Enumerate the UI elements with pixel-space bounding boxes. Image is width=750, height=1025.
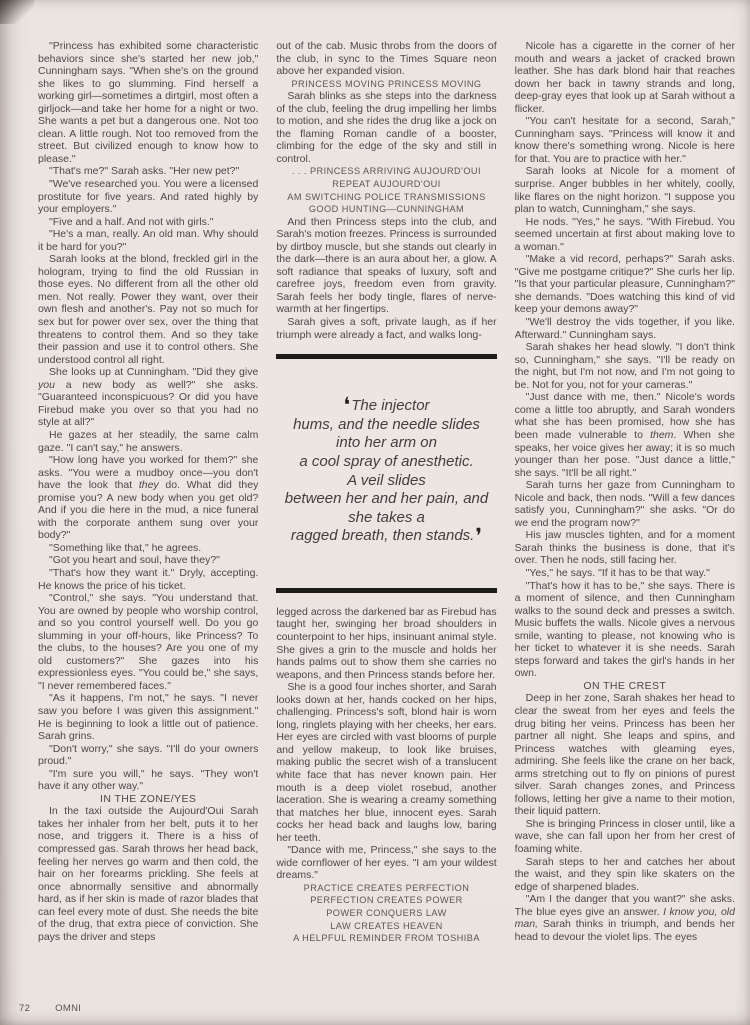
article-body bbox=[38, 40, 735, 997]
transmission-caps-line: PRACTICE CREATES PERFECTION bbox=[303, 882, 470, 893]
paragraph: She looks up at Cunningham. "Did they give you a new body as well?" she asks. "Guaranteed inconspicuous? Or did you have Firebud make you over so that you had no style at all?" bbox=[38, 366, 259, 429]
transmission-caps-line: A HELPFUL REMINDER FROM TOSHIBA bbox=[293, 933, 480, 944]
paragraph: "Yes," he says. "If it has to be that way." bbox=[525, 566, 710, 579]
paragraph: "Got you heart and soul, have they?" bbox=[49, 554, 220, 567]
pull-quote-line: ragged breath, then stands.❜ bbox=[290, 525, 483, 549]
paragraph: Sarah looks at Nicole for a moment of surprise. Anger bubbles in her whitely, coolly, like flares on the night horizon. "I suppose you plan to watch, Cunningham," she says. bbox=[514, 165, 735, 216]
transmission-caps-line: LAW CREATES HEAVEN bbox=[330, 920, 443, 931]
paragraph: Nicole has a cigarette in the corner of her mouth and wears a jacket of cracked brown leather. She has dark blond hair that reaches down her back in tawny strands and long, deep-gray eyes that look up at Sarah without a flicker. bbox=[514, 40, 735, 115]
scan-corner-artifact bbox=[0, 0, 34, 24]
page-footer bbox=[19, 1003, 81, 1014]
paragraph: out of the cab. Music throbs from the doors of the club, in sync to the Times Square neon above her expanded vision. bbox=[276, 40, 497, 78]
transmission-caps-line: GOOD HUNTING—CUNNINGHAM bbox=[308, 204, 465, 215]
transmission-caps-line: POWER CONQUERS LAW bbox=[326, 908, 447, 918]
pull-quote-line: ❛The injector bbox=[343, 394, 430, 418]
pull-quote-line: a cool spray of anesthetic. bbox=[299, 452, 474, 470]
paragraph: He nods. "Yes," he says. "With Firebud. You seemed uncertain at first about making love to a woman." bbox=[514, 215, 735, 253]
transmission-caps-line: PRINCESS MOVING PRINCESS MOVING bbox=[291, 78, 482, 89]
paragraph: He gazes at her steadily, the same calm gaze. "I can't say," he answers. bbox=[38, 428, 259, 454]
paragraph: "Make a vid record, perhaps?" Sarah asks. "Give me postgame critique?" She curls her lip. "Is that your particular pleasure, Cunningham?" she demands. "Does watching this kind of vid keep your demons away?" bbox=[514, 253, 735, 316]
paragraph: legged across the darkened bar as Firebud has taught her, swinging her broad shoulders in counterpoint to her hips, insinuant animal style. She gives a grin to the muscle and holds her hands palms out to show them she carries no weapons, and then Princess stands before her. bbox=[276, 605, 497, 681]
paragraph: "Dance with me, Princess," she says to the wide cornflower of her eyes. "I am your wildest dreams." bbox=[276, 844, 497, 882]
paragraph: She is bringing Princess in closer until, like a wave, she can fall upon her from her crest of foaming white. bbox=[514, 817, 735, 855]
section-heading: IN THE ZONE/YES bbox=[100, 792, 197, 805]
transmission-caps-line: AM SWITCHING POLICE TRANSMISSIONS bbox=[287, 191, 486, 202]
paragraph: Sarah looks at the blond, freckled girl in the hologram, trying to find the old Russian in those eyes. No different from all the other old men. Not really. Power they want, over their own flesh and another's. Pay not so much for sex but for power over sex, over the thing that threatens to control them. And so they take their passion and use it to control others. She understood control all right. bbox=[38, 253, 259, 366]
transmission-caps-line: PERFECTION CREATES POWER bbox=[310, 895, 463, 906]
paragraph: Sarah steps to her and catches her about the waist, and they spin like skaters on the edge of sharpened blades. bbox=[514, 855, 735, 893]
text-column-2 bbox=[276, 40, 496, 997]
transmission-caps-line: REPEAT AUJOURD'OUI bbox=[332, 179, 441, 190]
paragraph: "We've researched you. You were a licensed prostitute for five years. And rated highly by your employers." bbox=[38, 178, 259, 216]
paragraph: She is a good four inches shorter, and Sarah looks down at her, hands cocked on her hips, challenging. Princess's soft, blond hair is worn long, ringlets playing with her cheeks, her ears. Her eyes are circled with vast blooms of purple and yellow makeup, to look like bruises, making public the secret wish of a translucent white face that has never known pain. Her mouth is a deep violet rosebud, another laceration. She is wearing a creamy something that matches her blue, innocent eyes. Sarah cocks her head back and laughs low, baring her teeth. bbox=[276, 681, 497, 844]
paragraph: "Just dance with me, then." Nicole's words come a little too abruptly, and Sarah wonders what she has been promised, how she has been made vulnerable to them. When she speaks, her voice gives her away; it is so much younger than her pose. "Just dance a little," she says. "It'll be all right." bbox=[514, 391, 735, 479]
section-heading: ON THE CREST bbox=[583, 679, 667, 692]
paragraph: "That's how they want it." Dryly, accepting. He knows the price of his ticket. bbox=[38, 566, 259, 592]
paragraph: And then Princess steps into the club, and Sarah's motion freezes. Princess is surrounded by dirtboy muscle, but she stands out clearly in the dark—there is an aura about her, a glow. A soft radiance that speaks of luxury, soft and carefree joys, freedom even from gravity. Sarah feels her body tingle, flares of nerve-warmth at her fingertips. bbox=[276, 215, 497, 316]
text-column-3 bbox=[515, 40, 735, 997]
paragraph: Sarah turns her gaze from Cunningham to Nicole and back, then nods. "Will a few dances satisfy you, Cunningham?" she asks. "Or do we end the program now?" bbox=[514, 479, 735, 529]
paragraph: "Princess has exhibited some characteristic behaviors since she's started her new job," Cunningham says. "When she's on the ground she likes to go slumming. Find herself a working girl—sometimes a dirtgirl, most often a girljock—and take her home for a night or two. She wants a pet but a dangerous one. Not too clean. A little rough. Not too removed from the street. But civilized enough to know how to please." bbox=[38, 40, 259, 165]
paragraph: "Something like that," he agrees. bbox=[49, 541, 202, 554]
paragraph: "Am I the danger that you want?" she asks. The blue eyes give an answer. I know you, old man, Sarah thinks in triumph, and bends her head to devour the violet lips. The eyes bbox=[514, 893, 735, 943]
pull-quote-line: A veil slides bbox=[347, 471, 426, 489]
open-quote-icon: ❛ bbox=[343, 394, 351, 418]
pull-quote bbox=[276, 354, 496, 593]
close-quote-icon: ❜ bbox=[475, 525, 483, 549]
paragraph: "He's a man, really. An old man. Why should it be hard for you?" bbox=[38, 228, 259, 253]
paragraph: "Don't worry," she says. "I'll do your owners proud." bbox=[38, 742, 259, 768]
paragraph: His jaw muscles tighten, and for a moment Sarah thinks the business is done, that it's over. Then he nods, still facing her. bbox=[514, 529, 735, 567]
paragraph: "How long have you worked for them?" she asks. "You were a mudboy once—you don't have the look that they do. What did they promise you? A new body when you get old? And if you die here in the mud, a nice funeral with the corporate anthem sung over your body?" bbox=[38, 454, 259, 542]
pull-quote-line: into her arm on bbox=[336, 434, 437, 452]
pull-quote-line: between her and her pain, and bbox=[284, 490, 489, 508]
text-column-1 bbox=[38, 40, 258, 997]
paragraph: Deep in her zone, Sarah shakes her head to clear the sweat from her eyes and feels the drug biting her veins. Princess has been her partner all night. She leaps and spins, and Princess watches with gleaming eyes, admiring. She feels like the crane on her back, arms stretching out to fly on pinions of purest silver. Sarah changes zones, and Princess follows, letting her give a name to their motion, their liquid pattern. bbox=[514, 692, 735, 818]
magazine-name: OMNI bbox=[55, 1003, 82, 1014]
paragraph: "You can't hesitate for a second, Sarah," Cunningham says. "Princess will know it and know there's something wrong. Nicole is here for that. You are to practice with her." bbox=[514, 115, 735, 165]
paragraph: "Five and a half. And not with girls." bbox=[49, 215, 214, 228]
paragraph: "That's me?" Sarah asks. "Her new pet?" bbox=[49, 165, 240, 178]
paragraph: Sarah gives a soft, private laugh, as if her triumph were already a fact, and walks long- bbox=[276, 316, 497, 341]
paragraph: "That's how it has to be," she says. There is a moment of silence, and then Cunningham walks to the sound deck and presses a switch. Music buffets the walls. Nicole gives a nervous smile, wanting to please, not knowing who is her ticket to whatever it is she needs. Sarah steps forward and takes the girl's hands in her own. bbox=[514, 579, 735, 680]
pull-quote-line: she takes a bbox=[348, 508, 425, 526]
paragraph: In the taxi outside the Aujourd'Oui Sarah takes her inhaler from her belt, puts it to her nose, and triggers it. There is a hiss of compressed gas. Sarah throws her head back, feeling her nerves go warm and then cold, the hair on her forearms prickling. She feels at once abnormally sensitive and abnormally hard, as if her skin is made of razor blades that can feel every mote of dust. She needs the bite of the drug, that extra piece of conviction. She pays the driver and steps bbox=[38, 805, 259, 943]
paragraph: "As it happens, I'm not," he says. "I never saw you before I was given this assignment." He is beginning to look a little out of patience. Sarah grins. bbox=[38, 692, 259, 743]
paragraph: "Control," she says. "You understand that. You are owned by people who worship control, and so you control yourself well. Do you go slumming in your off-hours, like Princess? To the clubs, to the houses? Are you one of my old customers?" She gazes into his expressionless eyes. "You could be," she says, "I never remembered faces." bbox=[38, 592, 259, 692]
paragraph: "We'll destroy the vids together, if you like. Afterward." Cunningham says. bbox=[514, 316, 735, 341]
page-number: 72 bbox=[19, 1003, 31, 1014]
paragraph: Sarah shakes her head slowly. "I don't think so, Cunningham," she says. "I'll be ready on the night, but I'm not now, and I'm not going to be. Not for you, not for your cameras." bbox=[514, 341, 735, 391]
transmission-caps-line: . . . PRINCESS ARRIVING AUJOURD'OUI bbox=[291, 166, 482, 177]
pull-quote-line: hums, and the needle slides bbox=[293, 415, 480, 433]
paragraph: "I'm sure you will," he says. "They won't have it any other way." bbox=[38, 767, 259, 793]
paragraph: Sarah blinks as she steps into the darkness of the club, feeling the drug impelling her limbs to motion, and she rides the drug like a jock on the flaming Roman candle of a booster, climbing for the edge of the sky and still in control. bbox=[276, 90, 497, 165]
